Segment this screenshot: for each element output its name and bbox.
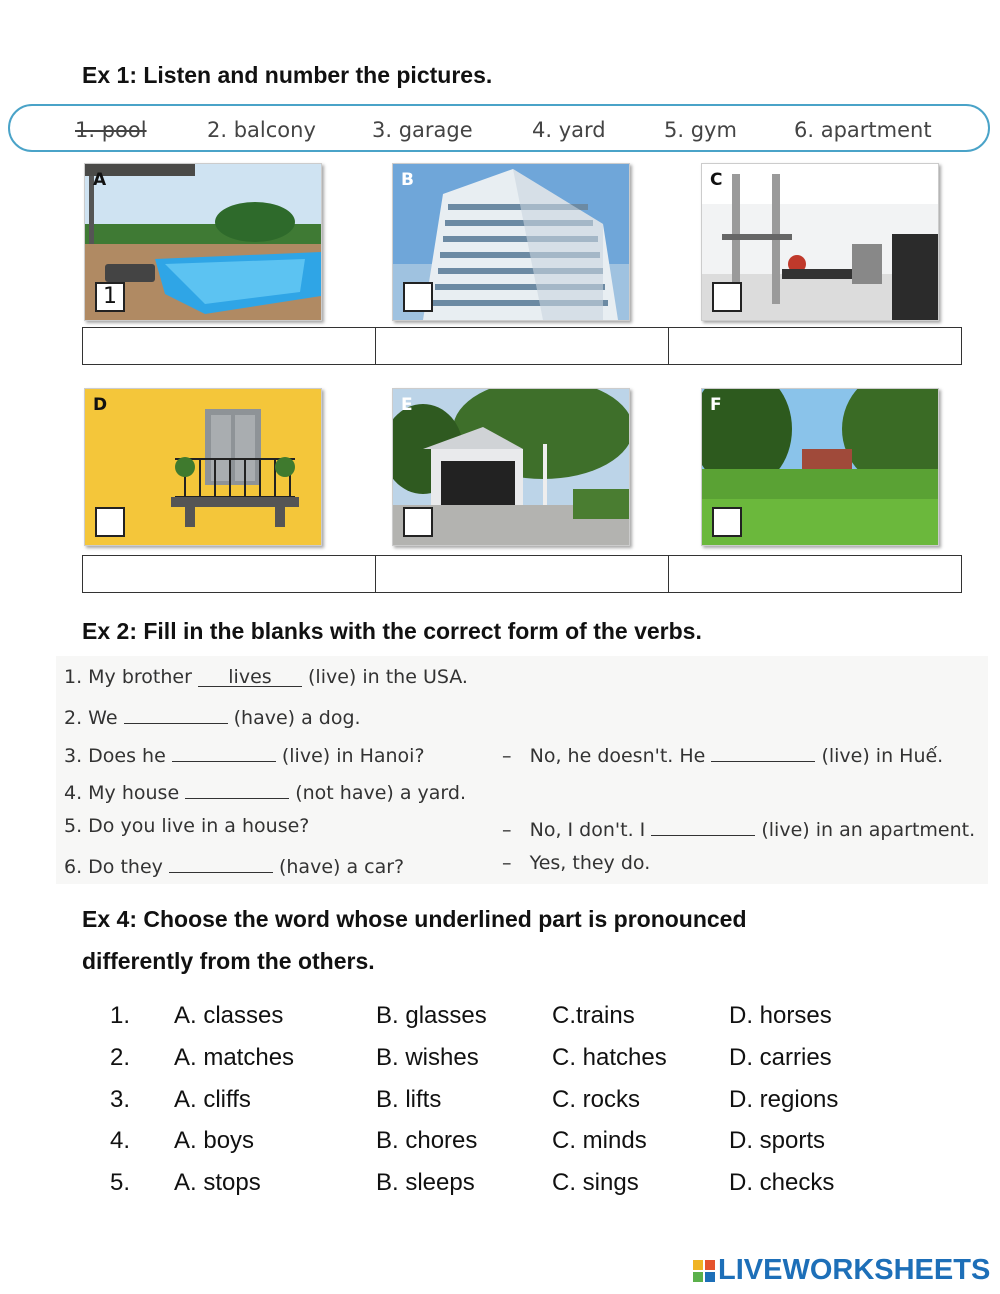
blank-input-2[interactable]: [124, 703, 228, 724]
word-bank-item-apartment: 6. apartment: [794, 118, 932, 142]
word-bank-item-garage: 3. garage: [372, 118, 473, 142]
sentence-text: 2. We: [64, 707, 124, 729]
option-d[interactable]: D. carries: [729, 1044, 832, 1071]
sentence-text: 1. My brother: [64, 666, 198, 688]
ex2-line-1: [64, 666, 468, 688]
picture-letter: A: [93, 170, 107, 190]
sentence-text: No, he doesn't. He: [529, 745, 712, 767]
answer-row-1: [82, 327, 962, 365]
number-box-f[interactable]: [712, 507, 742, 537]
ex2-sentences: [56, 656, 988, 884]
word-bank: [8, 104, 990, 152]
blank-input-3[interactable]: [172, 741, 276, 762]
word-bank-item-pool: 1. pool: [75, 118, 147, 142]
sentence-text: (live) in Hanoi?: [275, 745, 425, 767]
picture-letter: C: [710, 170, 723, 190]
option-b[interactable]: B. chores: [376, 1127, 478, 1154]
answer-cell[interactable]: [376, 556, 669, 592]
sentence-text: (live) in the USA.: [301, 666, 468, 688]
option-a[interactable]: A. stops: [174, 1169, 261, 1196]
number-box-e[interactable]: [403, 507, 433, 537]
sentence-text: (have) a dog.: [227, 707, 361, 729]
ex2-line-2: [64, 703, 361, 729]
answer-cell[interactable]: [669, 328, 961, 364]
picture-letter: B: [401, 170, 414, 190]
option-c[interactable]: C. minds: [552, 1127, 647, 1154]
dash: –: [502, 819, 512, 841]
ex2-answer-5: [502, 815, 975, 841]
blank-input-1[interactable]: lives: [198, 666, 302, 687]
option-d[interactable]: D. horses: [729, 1002, 832, 1029]
sentence-text: 5. Do you live in a house?: [64, 815, 310, 837]
option-c[interactable]: C. sings: [552, 1169, 639, 1196]
ex2-line-3: [64, 741, 425, 767]
ex2-line-5: [64, 815, 309, 837]
option-a[interactable]: A. classes: [174, 1002, 284, 1029]
option-a[interactable]: A. cliffs: [174, 1086, 251, 1113]
ex4-heading-line-2: differently from the others.: [82, 948, 375, 974]
sentence-text: 4. My house: [64, 782, 186, 804]
option-c[interactable]: C.trains: [552, 1002, 635, 1029]
answer-cell[interactable]: [83, 556, 376, 592]
picture-c-gym: [701, 163, 939, 321]
option-d[interactable]: D. checks: [729, 1169, 835, 1196]
option-b[interactable]: B. glasses: [376, 1002, 487, 1029]
number-box-d[interactable]: [95, 507, 125, 537]
answer-row-2: [82, 555, 962, 593]
question-number: 3.: [110, 1086, 131, 1113]
blank-input-5[interactable]: [651, 815, 755, 836]
sentence-text: (have) a car?: [272, 856, 405, 878]
picture-letter: E: [401, 395, 413, 415]
ex1-heading: Ex 1: Listen and number the pictures.: [82, 62, 493, 88]
dash: –: [502, 852, 512, 874]
blank-input-6[interactable]: [169, 852, 273, 873]
option-a[interactable]: A. boys: [174, 1127, 255, 1154]
sentence-text: 6. Do they: [64, 856, 169, 878]
answer-cell[interactable]: [669, 556, 961, 592]
option-b[interactable]: B. sleeps: [376, 1169, 475, 1196]
liveworksheets-logo-icon: [693, 1260, 715, 1282]
ex2-heading: Ex 2: Fill in the blanks with the correct form of the verbs.: [82, 618, 702, 644]
blank-input-3b[interactable]: [711, 741, 815, 762]
ex4-heading-line-1: Ex 4: Choose the word whose underlined part is pronounced: [82, 906, 747, 932]
question-number: 5.: [110, 1169, 131, 1196]
question-number: 2.: [110, 1044, 131, 1071]
word-bank-item-balcony: 2. balcony: [207, 118, 316, 142]
picture-b-apartment: [392, 163, 630, 321]
liveworksheets-logo: LIVEWORKSHEETS: [718, 1254, 991, 1286]
answer-cell[interactable]: [83, 328, 376, 364]
option-a[interactable]: A. matches: [174, 1044, 295, 1071]
option-c[interactable]: C. rocks: [552, 1086, 641, 1113]
sentence-text: (live) in an apartment.: [755, 819, 976, 841]
picture-f-yard: [701, 388, 939, 546]
number-box-b[interactable]: [403, 282, 433, 312]
option-c[interactable]: C. hatches: [552, 1044, 667, 1071]
question-number: 4.: [110, 1127, 131, 1154]
sentence-text: (live) in Huế.: [815, 745, 944, 767]
option-d[interactable]: D. sports: [729, 1127, 826, 1154]
option-b[interactable]: B. wishes: [376, 1044, 479, 1071]
picture-letter: D: [93, 395, 108, 415]
ex2-line-6: [64, 852, 404, 878]
sentence-text: 3. Does he: [64, 745, 172, 767]
word-bank-item-gym: 5. gym: [664, 118, 737, 142]
number-box-c[interactable]: [712, 282, 742, 312]
option-b[interactable]: B. lifts: [376, 1086, 442, 1113]
picture-a-pool: [84, 163, 322, 321]
sentence-text: No, I don't. I: [529, 819, 652, 841]
word-bank-item-yard: 4. yard: [532, 118, 606, 142]
ex2-line-4: [64, 778, 466, 804]
blank-input-4[interactable]: [185, 778, 289, 799]
ex2-answer-6: [502, 852, 650, 874]
sentence-text: Yes, they do.: [529, 852, 651, 874]
number-box-a[interactable]: 1: [95, 282, 125, 312]
answer-cell[interactable]: [376, 328, 669, 364]
picture-e-garage: [392, 388, 630, 546]
ex2-answer-3: [502, 741, 943, 767]
dash: –: [502, 745, 512, 767]
sentence-text: (not have) a yard.: [289, 782, 467, 804]
picture-letter: F: [710, 395, 722, 415]
question-number: 1.: [110, 1002, 131, 1029]
option-d[interactable]: D. regions: [729, 1086, 839, 1113]
picture-d-balcony: [84, 388, 322, 546]
